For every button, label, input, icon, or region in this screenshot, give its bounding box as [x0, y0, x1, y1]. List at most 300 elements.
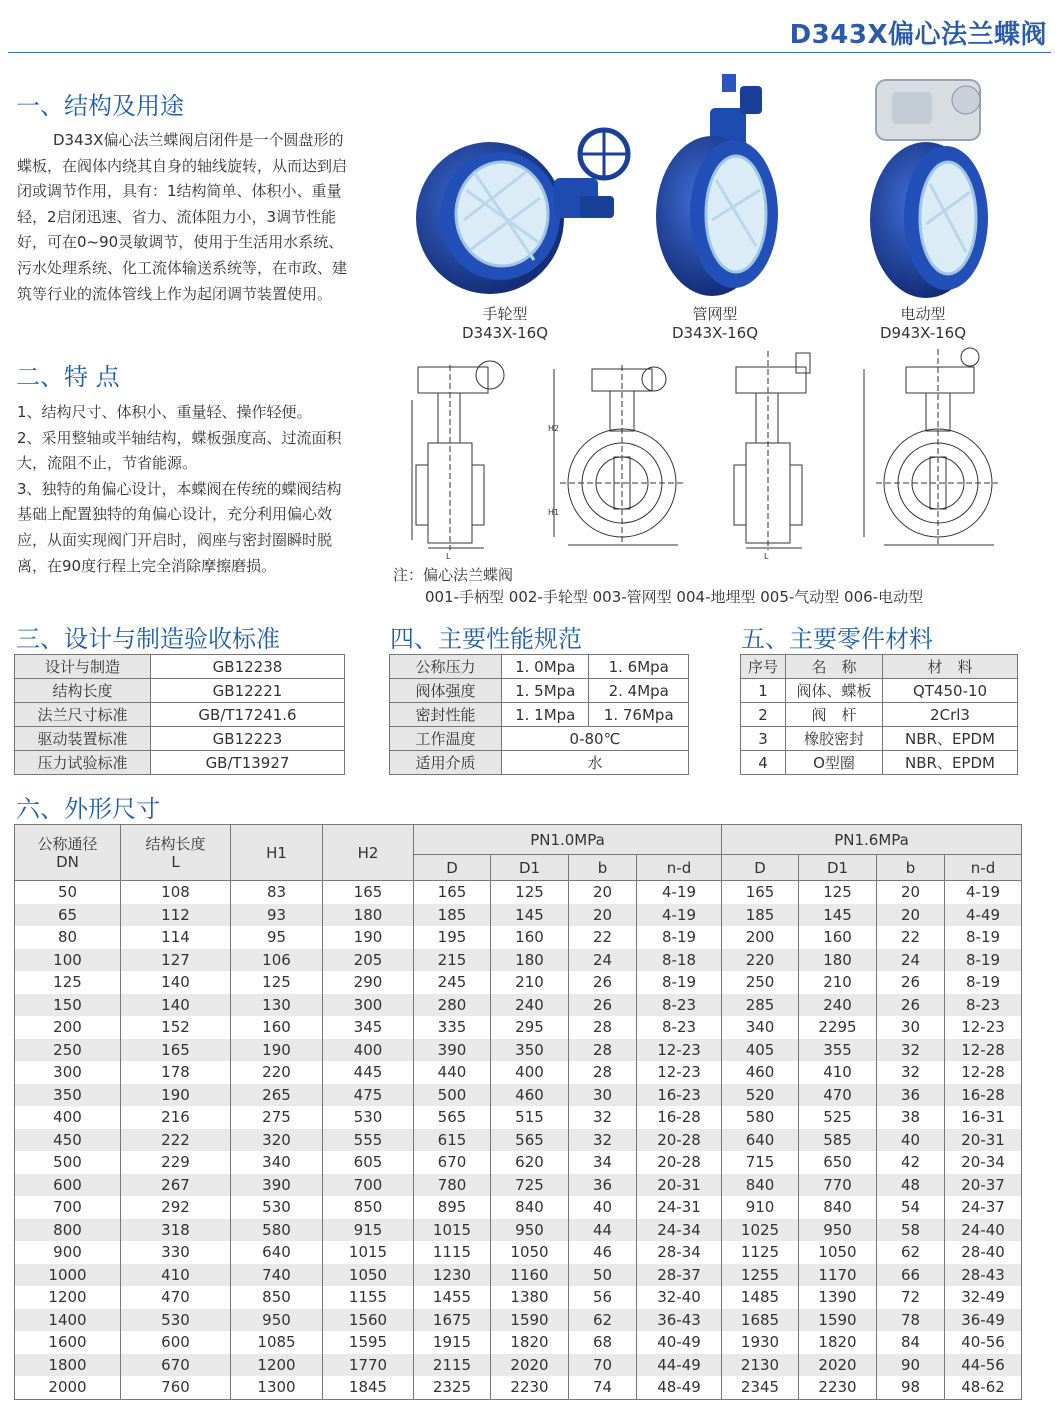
- dim-cell: 530: [323, 1106, 414, 1129]
- dim-cell: 1025: [722, 1219, 799, 1242]
- dim-cell: 1390: [799, 1286, 877, 1309]
- dim-cell: 240: [799, 994, 877, 1017]
- dim-cell: 20-31: [637, 1174, 722, 1197]
- dim-cell: 165: [121, 1039, 231, 1062]
- dim-cell: 32: [877, 1061, 945, 1084]
- dim-cell: 24: [569, 949, 637, 972]
- dim-cell: 8-23: [637, 994, 722, 1017]
- standard-value: GB/T17241.6: [151, 703, 345, 727]
- material-header: 名 称: [786, 655, 883, 679]
- table-row: [15, 751, 345, 775]
- note-line-1: 注：偏心法兰蝶阀: [393, 566, 514, 584]
- dim-cell: 80: [15, 926, 121, 949]
- dim-cell: 58: [877, 1219, 945, 1242]
- material-cell: NBR、EPDM: [883, 751, 1018, 775]
- standards-table: [14, 654, 345, 775]
- dim-cell: 1000: [15, 1264, 121, 1287]
- header-dn-label: 公称通径: [37, 834, 98, 853]
- dim-cell: 390: [231, 1174, 323, 1197]
- table-header-row: [741, 655, 1018, 679]
- dim-cell: 16-28: [945, 1084, 1022, 1107]
- standard-label: 结构长度: [15, 679, 151, 703]
- dim-cell: 1155: [323, 1286, 414, 1309]
- dim-cell: 28-40: [945, 1241, 1022, 1264]
- header-pn16: PN1.6MPa: [722, 825, 1022, 855]
- dim-cell: 450: [15, 1129, 121, 1152]
- dim-cell: 180: [799, 949, 877, 972]
- dim-cell: 12-23: [637, 1061, 722, 1084]
- dim-cell: 250: [722, 971, 799, 994]
- material-header: 材 料: [883, 655, 1018, 679]
- header-length-sub: L: [171, 852, 180, 871]
- dim-cell: 345: [323, 1016, 414, 1039]
- dim-cell: 106: [231, 949, 323, 972]
- dim-cell: 165: [323, 881, 414, 904]
- dim-cell: 2130: [722, 1354, 799, 1377]
- dim-cell: 36: [877, 1084, 945, 1107]
- dim-cell: 2295: [799, 1016, 877, 1039]
- table-row: [15, 1106, 1022, 1129]
- dim-label-l: L: [446, 552, 451, 560]
- dim-cell: 130: [231, 994, 323, 1017]
- table-row: [15, 1061, 1022, 1084]
- header-length-label: 结构长度: [145, 834, 206, 853]
- dim-cell: 190: [323, 926, 414, 949]
- dim-cell: 2115: [414, 1354, 491, 1377]
- dim-cell: 74: [569, 1376, 637, 1399]
- dim-cell: 470: [799, 1084, 877, 1107]
- standard-value: GB/T13927: [151, 751, 345, 775]
- dim-cell: 1800: [15, 1354, 121, 1377]
- material-cell: 阀 杆: [786, 703, 883, 727]
- dim-cell: 54: [877, 1196, 945, 1219]
- dim-cell: 565: [414, 1106, 491, 1129]
- dim-cell: 20-31: [945, 1129, 1022, 1152]
- dim-cell: 200: [722, 926, 799, 949]
- table-row: [15, 971, 1022, 994]
- table-row: [15, 1309, 1022, 1332]
- dim-cell: 66: [877, 1264, 945, 1287]
- dim-cell: 62: [569, 1309, 637, 1332]
- dim-cell: 12-28: [945, 1039, 1022, 1062]
- table-row: [15, 1196, 1022, 1219]
- dim-cell: 8-23: [945, 994, 1022, 1017]
- dim-cell: 390: [414, 1039, 491, 1062]
- dim-cell: 62: [877, 1241, 945, 1264]
- dim-cell: 780: [414, 1174, 491, 1197]
- perf-label: 阀体强度: [390, 679, 502, 703]
- materials-table: [740, 654, 1018, 775]
- dimensions-table: [14, 824, 1022, 1400]
- dim-cell: 240: [491, 994, 569, 1017]
- dim-cell: 800: [15, 1219, 121, 1242]
- product-model: D343X-16Q: [461, 324, 548, 342]
- dim-cell: 20: [877, 881, 945, 904]
- table-row: [390, 751, 689, 775]
- table-row: [15, 904, 1022, 927]
- header-sub-col: D: [414, 855, 491, 881]
- dim-cell: 605: [323, 1151, 414, 1174]
- standard-label: 驱动装置标准: [15, 727, 151, 751]
- dim-cell: 98: [877, 1376, 945, 1399]
- dim-cell: 12-23: [637, 1039, 722, 1062]
- dim-cell: 44-56: [945, 1354, 1022, 1377]
- dim-cell: 330: [121, 1241, 231, 1264]
- dim-cell: 1300: [231, 1376, 323, 1399]
- dim-cell: 210: [799, 971, 877, 994]
- dim-cell: 1770: [323, 1354, 414, 1377]
- header-sub-col: n-d: [637, 855, 722, 881]
- dim-cell: 650: [799, 1151, 877, 1174]
- dim-cell: 210: [491, 971, 569, 994]
- material-cell: 1: [741, 679, 786, 703]
- feature-item-1: 1、结构尺寸、体积小、重量轻、操作轻便。: [17, 403, 312, 421]
- dim-cell: 1820: [491, 1331, 569, 1354]
- dim-cell: 850: [323, 1196, 414, 1219]
- dim-cell: 4-19: [945, 881, 1022, 904]
- dim-cell: 580: [722, 1106, 799, 1129]
- dim-cell: 24-37: [945, 1196, 1022, 1219]
- dim-cell: 1845: [323, 1376, 414, 1399]
- dim-cell: 250: [15, 1039, 121, 1062]
- dim-cell: 318: [121, 1219, 231, 1242]
- table-row: [15, 926, 1022, 949]
- material-cell: 阀体、蝶板: [786, 679, 883, 703]
- note-line-2: 001-手柄型 002-手轮型 003-管网型 004-地埋型 005-气动型 006-电动型: [425, 588, 924, 606]
- material-cell: O型圈: [786, 751, 883, 775]
- dim-cell: 340: [722, 1016, 799, 1039]
- dim-cell: 910: [722, 1196, 799, 1219]
- dim-cell: 1255: [722, 1264, 799, 1287]
- material-cell: 橡胶密封: [786, 727, 883, 751]
- material-cell: 2: [741, 703, 786, 727]
- front-view-electric: [864, 348, 998, 545]
- dim-cell: 114: [121, 926, 231, 949]
- dim-cell: 1015: [414, 1219, 491, 1242]
- dim-cell: 26: [569, 971, 637, 994]
- table-row: [15, 1354, 1022, 1377]
- dim-cell: 24-40: [945, 1219, 1022, 1242]
- dim-cell: 28-37: [637, 1264, 722, 1287]
- dim-cell: 38: [877, 1106, 945, 1129]
- dim-cell: 145: [799, 904, 877, 927]
- dim-cell: 32: [569, 1129, 637, 1152]
- dim-cell: 26: [877, 971, 945, 994]
- dim-cell: 112: [121, 904, 231, 927]
- dim-cell: 16-31: [945, 1106, 1022, 1129]
- perf-label: 工作温度: [390, 727, 502, 751]
- standard-label: 压力试验标准: [15, 751, 151, 775]
- dim-cell: 530: [231, 1196, 323, 1219]
- dim-cell: 20-34: [945, 1151, 1022, 1174]
- dim-cell: 1675: [414, 1309, 491, 1332]
- dim-cell: 565: [491, 1129, 569, 1152]
- dim-cell: 4-19: [637, 904, 722, 927]
- header-length: [121, 825, 231, 881]
- dim-cell: 1050: [799, 1241, 877, 1264]
- dim-cell: 125: [799, 881, 877, 904]
- dim-cell: 190: [231, 1039, 323, 1062]
- dim-cell: 740: [231, 1264, 323, 1287]
- dim-cell: 127: [121, 949, 231, 972]
- product-type: 手轮型: [482, 305, 528, 323]
- side-view-handwheel: [412, 361, 504, 550]
- dim-cell: 165: [414, 881, 491, 904]
- feature-item-3: 3、独特的角偏心设计，本蝶阀在传统的蝶阀结构基础上配置独特的角偏心设计，充分利用偏心效应，从面实现阀门开启时，阀座与密封圈瞬时脱离，在90度行程上完全消除摩擦磨损。: [17, 479, 342, 575]
- dim-cell: 1455: [414, 1286, 491, 1309]
- dim-cell: 28: [569, 1061, 637, 1084]
- dim-cell: 1115: [414, 1241, 491, 1264]
- dim-cell: 8-23: [637, 1016, 722, 1039]
- perf-label: 密封性能: [390, 703, 502, 727]
- table-row: [741, 751, 1018, 775]
- dim-cell: 160: [491, 926, 569, 949]
- dim-cell: 100: [15, 949, 121, 972]
- dim-cell: 950: [799, 1219, 877, 1242]
- dim-cell: 520: [722, 1084, 799, 1107]
- dim-cell: 1170: [799, 1264, 877, 1287]
- dim-cell: 56: [569, 1286, 637, 1309]
- dim-cell: 292: [121, 1196, 231, 1219]
- dim-cell: 640: [722, 1129, 799, 1152]
- dim-cell: 32-49: [945, 1286, 1022, 1309]
- table-row: [741, 727, 1018, 751]
- dim-cell: 140: [121, 971, 231, 994]
- dim-cell: 190: [121, 1084, 231, 1107]
- dim-cell: 50: [569, 1264, 637, 1287]
- dim-cell: 1050: [323, 1264, 414, 1287]
- product-caption-electric: [848, 305, 998, 343]
- dim-cell: 245: [414, 971, 491, 994]
- dim-cell: 44: [569, 1219, 637, 1242]
- dim-cell: 20: [877, 904, 945, 927]
- table-row: [15, 1241, 1022, 1264]
- standard-label: 法兰尺寸标准: [15, 703, 151, 727]
- dim-cell: 20-28: [637, 1129, 722, 1152]
- dim-cell: 26: [569, 994, 637, 1017]
- dim-cell: 2345: [722, 1376, 799, 1399]
- dim-cell: 440: [414, 1061, 491, 1084]
- header-h2: H2: [323, 825, 414, 881]
- dim-cell: 68: [569, 1331, 637, 1354]
- dim-cell: 585: [799, 1129, 877, 1152]
- dim-cell: 760: [121, 1376, 231, 1399]
- section-title-dimensions: 六、外形尺寸: [16, 795, 160, 823]
- dim-cell: 72: [877, 1286, 945, 1309]
- dim-cell: 48: [877, 1174, 945, 1197]
- dim-cell: 32: [877, 1039, 945, 1062]
- dim-cell: 1200: [15, 1286, 121, 1309]
- dim-cell: 216: [121, 1106, 231, 1129]
- dim-cell: 555: [323, 1129, 414, 1152]
- dim-cell: 840: [722, 1174, 799, 1197]
- table-row: [15, 1039, 1022, 1062]
- dim-cell: 180: [323, 904, 414, 927]
- material-header: 序号: [741, 655, 786, 679]
- section-title-materials: 五、主要零件材料: [741, 625, 933, 653]
- table-row: [15, 1376, 1022, 1399]
- dim-cell: 580: [231, 1219, 323, 1242]
- dim-cell: 125: [491, 881, 569, 904]
- dim-cell: 355: [799, 1039, 877, 1062]
- dim-cell: 295: [491, 1016, 569, 1039]
- dim-cell: 320: [231, 1129, 323, 1152]
- dim-cell: 1050: [491, 1241, 569, 1264]
- standard-value: GB12223: [151, 727, 345, 751]
- dim-cell: 12-28: [945, 1061, 1022, 1084]
- dim-cell: 40: [877, 1129, 945, 1152]
- dim-cell: 40: [569, 1196, 637, 1219]
- section-title-performance: 四、主要性能规范: [390, 625, 582, 653]
- dim-cell: 1590: [491, 1309, 569, 1332]
- dim-cell: 70: [569, 1354, 637, 1377]
- dim-cell: 290: [323, 971, 414, 994]
- section-title-structure: 一、结构及用途: [16, 92, 184, 120]
- dim-cell: 8-19: [637, 926, 722, 949]
- dim-cell: 900: [15, 1241, 121, 1264]
- dim-cell: 26: [877, 994, 945, 1017]
- dim-cell: 48-62: [945, 1376, 1022, 1399]
- dim-label-l: L: [764, 552, 769, 560]
- dim-cell: 36: [569, 1174, 637, 1197]
- dim-cell: 530: [121, 1309, 231, 1332]
- dim-cell: 475: [323, 1084, 414, 1107]
- dim-cell: 36-43: [637, 1309, 722, 1332]
- dim-cell: 78: [877, 1309, 945, 1332]
- table-row: [15, 949, 1022, 972]
- table-row: [15, 1129, 1022, 1152]
- dim-cell: 16-23: [637, 1084, 722, 1107]
- feature-item-2: 2、采用整轴或半轴结构，蝶板强度高、过流面积大，流阻不止，节省能源。: [17, 428, 342, 473]
- dim-cell: 28: [569, 1016, 637, 1039]
- dim-cell: 150: [15, 994, 121, 1017]
- performance-table: [389, 654, 689, 775]
- dim-cell: 44-49: [637, 1354, 722, 1377]
- dim-cell: 770: [799, 1174, 877, 1197]
- dim-cell: 460: [491, 1084, 569, 1107]
- dim-cell: 65: [15, 904, 121, 927]
- dim-cell: 8-19: [945, 971, 1022, 994]
- dim-cell: 700: [15, 1196, 121, 1219]
- dim-cell: 950: [491, 1219, 569, 1242]
- dim-cell: 46: [569, 1241, 637, 1264]
- dim-cell: 1085: [231, 1331, 323, 1354]
- dim-cell: 340: [231, 1151, 323, 1174]
- dim-cell: 30: [569, 1084, 637, 1107]
- dim-cell: 125: [231, 971, 323, 994]
- dim-cell: 1930: [722, 1331, 799, 1354]
- dim-cell: 90: [877, 1354, 945, 1377]
- dim-cell: 350: [15, 1084, 121, 1107]
- header-dn: [15, 825, 121, 881]
- product-model: D943X-16Q: [879, 324, 966, 342]
- dim-cell: 1590: [799, 1309, 877, 1332]
- header-sub-col: n-d: [945, 855, 1022, 881]
- dim-cell: 95: [231, 926, 323, 949]
- dim-cell: 28-34: [637, 1241, 722, 1264]
- header-h1: H1: [231, 825, 323, 881]
- dim-cell: 2000: [15, 1376, 121, 1399]
- table-row: [15, 727, 345, 751]
- product-type: 管网型: [692, 305, 738, 323]
- dim-cell: 500: [15, 1151, 121, 1174]
- dim-cell: 222: [121, 1129, 231, 1152]
- dim-cell: 24: [877, 949, 945, 972]
- dim-cell: 445: [323, 1061, 414, 1084]
- header-sub-col: D1: [799, 855, 877, 881]
- perf-value: 1. 76Mpa: [589, 703, 689, 727]
- table-row: [15, 1286, 1022, 1309]
- dim-cell: 22: [877, 926, 945, 949]
- features-list: [17, 400, 350, 579]
- perf-value: 1. 0Mpa: [502, 655, 589, 679]
- dim-cell: 2230: [491, 1376, 569, 1399]
- perf-label: 公称压力: [390, 655, 502, 679]
- dim-cell: 400: [15, 1106, 121, 1129]
- dim-cell: 40-49: [637, 1331, 722, 1354]
- dim-cell: 28-43: [945, 1264, 1022, 1287]
- dim-cell: 300: [15, 1061, 121, 1084]
- dim-cell: 28: [569, 1039, 637, 1062]
- dim-cell: 84: [877, 1331, 945, 1354]
- table-row: [15, 1219, 1022, 1242]
- dim-cell: 1685: [722, 1309, 799, 1332]
- table-row: [15, 655, 345, 679]
- perf-value: 2. 4Mpa: [589, 679, 689, 703]
- material-cell: QT450-10: [883, 679, 1018, 703]
- dim-cell: 185: [722, 904, 799, 927]
- standard-value: GB12238: [151, 655, 345, 679]
- header-sub-col: D1: [491, 855, 569, 881]
- dim-cell: 180: [491, 949, 569, 972]
- dim-cell: 400: [323, 1039, 414, 1062]
- dim-cell: 8-19: [945, 926, 1022, 949]
- dim-cell: 600: [15, 1174, 121, 1197]
- dim-cell: 1400: [15, 1309, 121, 1332]
- technical-drawings: [398, 345, 998, 560]
- dim-cell: 42: [877, 1151, 945, 1174]
- dim-cell: 195: [414, 926, 491, 949]
- dim-cell: 2325: [414, 1376, 491, 1399]
- dim-cell: 24-34: [637, 1219, 722, 1242]
- dim-cell: 280: [414, 994, 491, 1017]
- header-divider: [8, 52, 1051, 53]
- dim-cell: 20: [569, 904, 637, 927]
- dim-cell: 40-56: [945, 1331, 1022, 1354]
- section-title-features: 二、特 点: [16, 363, 120, 391]
- front-view-handwheel: [554, 365, 684, 545]
- dim-cell: 1595: [323, 1331, 414, 1354]
- table-row: [741, 679, 1018, 703]
- dim-cell: 145: [491, 904, 569, 927]
- table-row: [15, 703, 345, 727]
- dim-cell: 725: [491, 1174, 569, 1197]
- perf-label: 适用介质: [390, 751, 502, 775]
- dim-cell: 1485: [722, 1286, 799, 1309]
- dim-cell: 670: [414, 1151, 491, 1174]
- dim-cell: 1600: [15, 1331, 121, 1354]
- dim-cell: 1125: [722, 1241, 799, 1264]
- dim-cell: 12-23: [945, 1016, 1022, 1039]
- network-valve-image: [650, 70, 790, 300]
- dim-cell: 215: [414, 949, 491, 972]
- dim-cell: 515: [491, 1106, 569, 1129]
- table-row: [741, 703, 1018, 727]
- dim-cell: 300: [323, 994, 414, 1017]
- dim-cell: 83: [231, 881, 323, 904]
- dim-cell: 140: [121, 994, 231, 1017]
- dim-cell: 22: [569, 926, 637, 949]
